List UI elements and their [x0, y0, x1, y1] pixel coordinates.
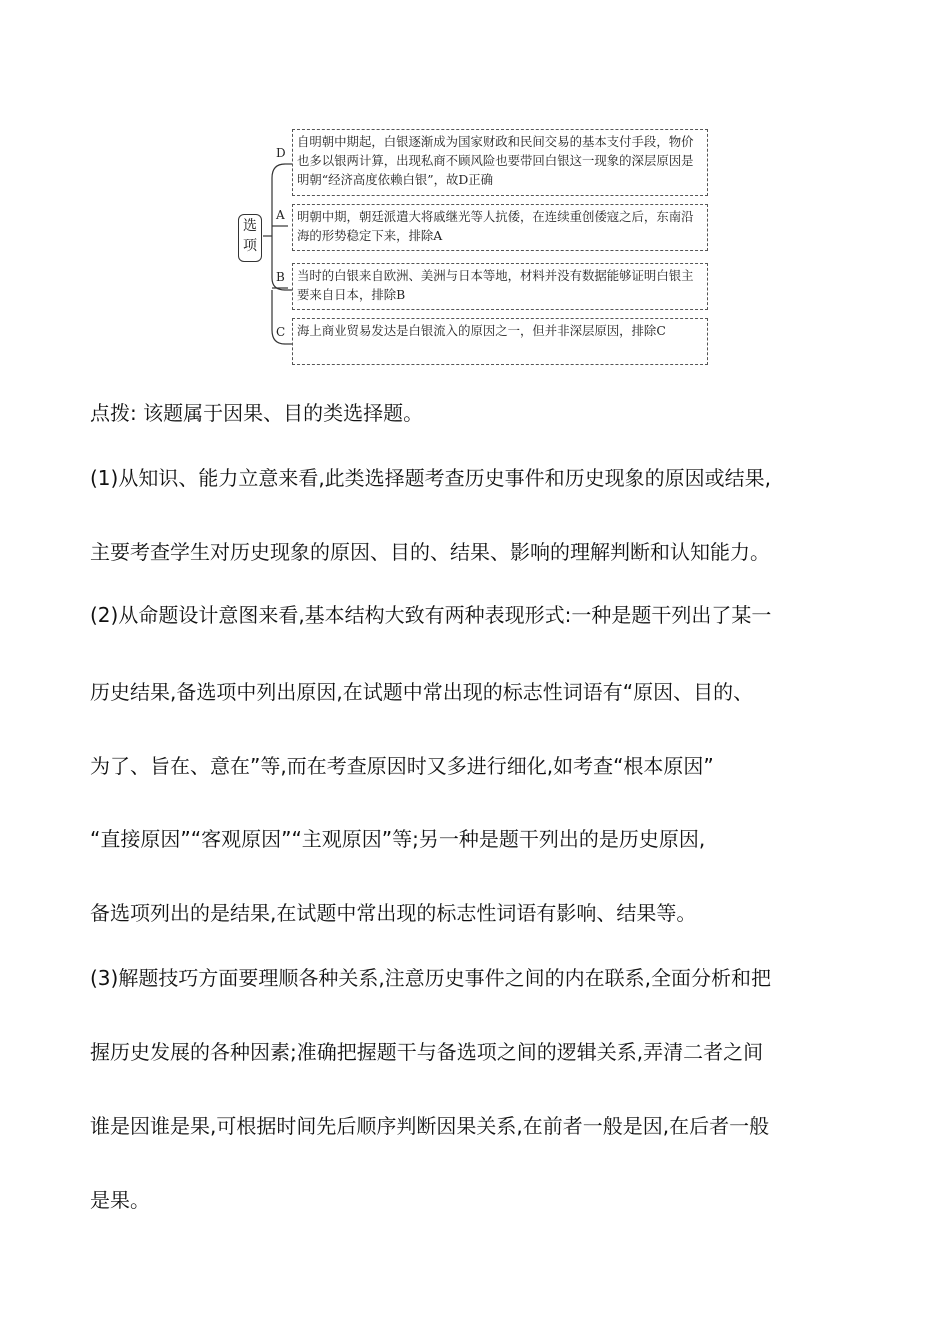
option-letter-b: B: [276, 270, 285, 284]
option-box-d: 自明朝中期起，白银逐渐成为国家财政和民间交易的基本支付手段，物价也多以银两计算，出现私商不顾风险也要带回白银这一现象的深层原因是明朝“经济高度依赖白银”，故D正确: [292, 129, 708, 196]
tip-line-10: 谁是因谁是果,可根据时间先后顺序判断因果关系,在前者一般是因,在后者一般: [90, 1114, 770, 1138]
tip-line-6: “直接原因”“客观原因”“主观原因”等;另一种是题干列出的是历史原因,: [90, 827, 706, 851]
tip-line-7: 备选项列出的是结果,在试题中常出现的标志性词语有影响、结果等。: [90, 901, 697, 925]
tip-line-1: (1)从知识、能力立意来看,此类选择题考查历史事件和历史现象的原因或结果,: [90, 466, 772, 490]
option-box-b: 当时的白银来自欧洲、美洲与日本等地，材料并没有数据能够证明白银主要来自日本，排除B: [292, 263, 708, 310]
tip-line-9: 握历史发展的各种因素;准确把握题干与备选项之间的逻辑关系,弄清二者之间: [90, 1040, 764, 1064]
option-box-a: 明朝中期，朝廷派遣大将戚继光等人抗倭，在连续重创倭寇之后，东南沿海的形势稳定下来，排除A: [292, 204, 708, 251]
option-letter-d: D: [276, 146, 286, 160]
tip-line-5: 为了、旨在、意在”等,而在考查原因时又多进行细化,如考查“根本原因”: [90, 754, 714, 778]
options-analysis-diagram: [230, 118, 720, 370]
tip-line-8: (3)解题技巧方面要理顺各种关系,注意历史事件之间的内在联系,全面分析和把: [90, 966, 772, 990]
option-letter-c: C: [276, 325, 286, 339]
tip-line-11: 是果。: [90, 1188, 150, 1212]
tip-line-3: (2)从命题设计意图来看,基本结构大致有两种表现形式:一种是题干列出了某一: [90, 603, 772, 627]
tip-line-2: 主要考查学生对历史现象的原因、目的、结果、影响的理解判断和认知能力。: [90, 540, 770, 564]
options-root-label: 选项: [238, 214, 262, 262]
option-letter-a: A: [276, 208, 285, 222]
tip-line-4: 历史结果,备选项中列出原因,在试题中常出现的标志性词语有“原因、目的、: [90, 680, 754, 704]
tip-heading: 点拨: 该题属于因果、目的类选择题。: [90, 401, 424, 425]
option-box-c: 海上商业贸易发达是白银流入的原因之一，但并非深层原因，排除C: [292, 318, 708, 365]
